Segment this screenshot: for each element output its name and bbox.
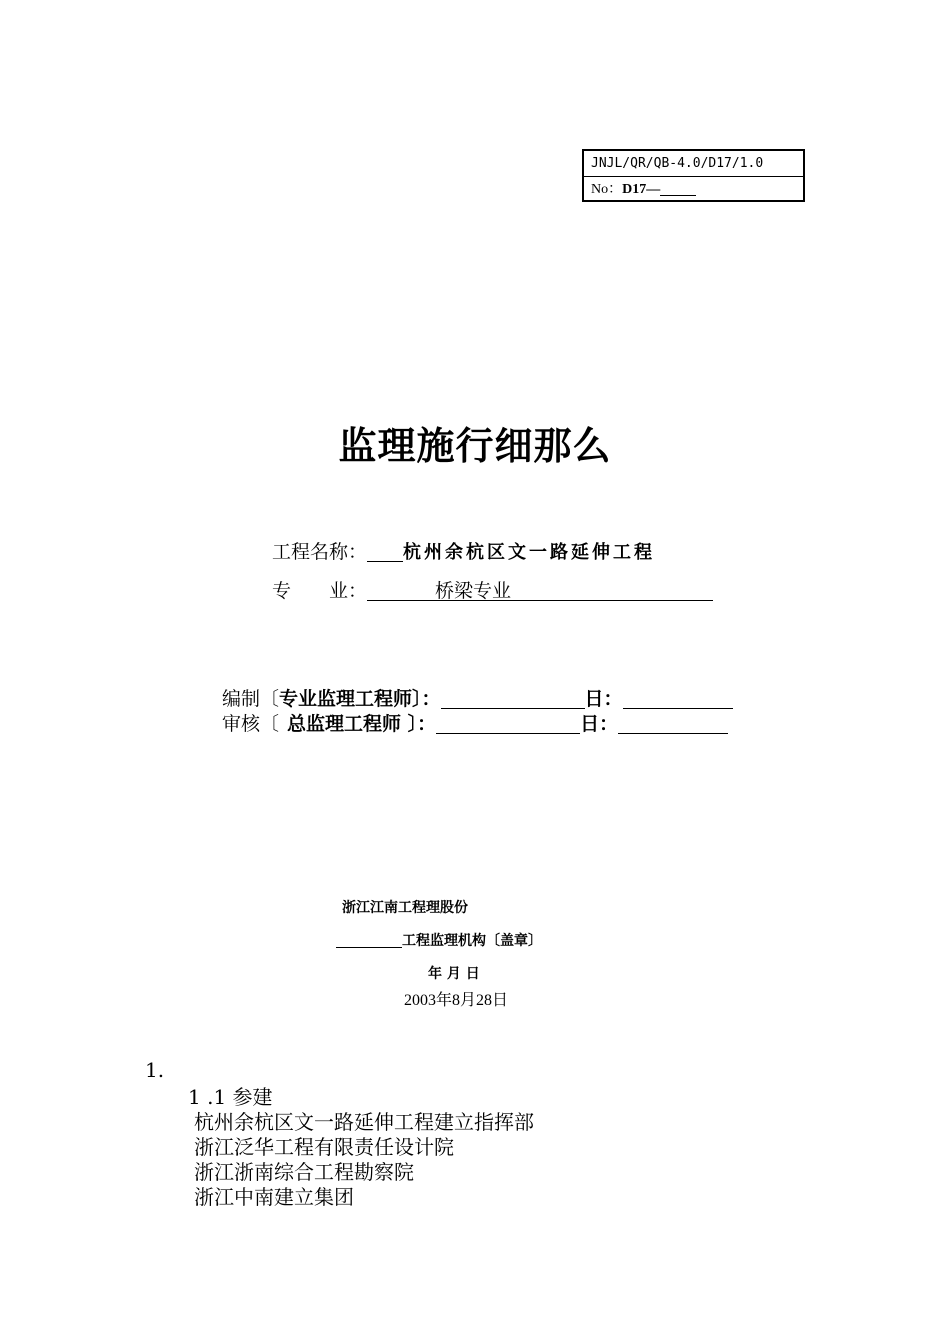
institution-row <box>336 930 542 950</box>
major-value: 桥梁专业 <box>435 580 512 602</box>
project-name-value: 杭州余杭区文一路延伸工程 <box>403 542 656 563</box>
institution-blank <box>336 933 402 948</box>
ymd-placeholder: 年 月 日 <box>428 966 480 982</box>
company-name: 浙江江南工程理股份 <box>342 900 468 916</box>
major-underline <box>367 578 713 601</box>
number-label: No： <box>591 182 623 197</box>
number-blank <box>660 181 696 196</box>
compile-row <box>222 684 733 711</box>
review-signature-line <box>436 713 580 734</box>
compile-signature-line <box>441 688 585 709</box>
review-role: 总监理工程师 〕 <box>287 713 418 735</box>
institution-name: 工程监理机构〔盖章〕 <box>402 933 542 949</box>
project-name-label: 工程名称： <box>272 541 368 563</box>
list-item: 杭州余杭区文一路延伸工程建立指挥部 <box>194 1110 534 1134</box>
subsection-heading: 1 .1 参建 <box>188 1085 273 1109</box>
compile-role: 专业监理工程师〕 <box>279 688 422 710</box>
compile-colon: ： <box>421 688 441 710</box>
project-name-field <box>272 537 655 564</box>
list-item: 浙江泛华工程有限责任设计院 <box>194 1135 454 1159</box>
review-row <box>222 709 728 736</box>
list-item: 浙江中南建立集团 <box>194 1185 354 1209</box>
project-name-blank <box>367 539 403 562</box>
compile-prefix: 编制〔 <box>222 688 280 710</box>
number-value: D17— <box>622 182 661 197</box>
review-date-label: 日： <box>580 713 619 735</box>
major-field <box>272 576 713 603</box>
review-prefix: 审核〔 <box>222 713 280 735</box>
compile-date-line <box>623 688 733 709</box>
review-colon: ： <box>417 713 437 735</box>
major-label: 专 业： <box>272 580 368 602</box>
document-date: 2003年8月28日 <box>404 992 509 1009</box>
compile-date-label: 日： <box>584 688 623 710</box>
document-code: JNJL/QR/QB-4.0/D17/1.0 <box>584 151 803 177</box>
section-number: 1. <box>145 1058 165 1082</box>
list-item: 浙江浙南综合工程勘察院 <box>194 1160 414 1184</box>
review-date-line <box>618 713 728 734</box>
document-title: 监理施行细那么 <box>338 424 612 468</box>
document-code-box <box>582 149 805 202</box>
document-number <box>584 177 803 202</box>
